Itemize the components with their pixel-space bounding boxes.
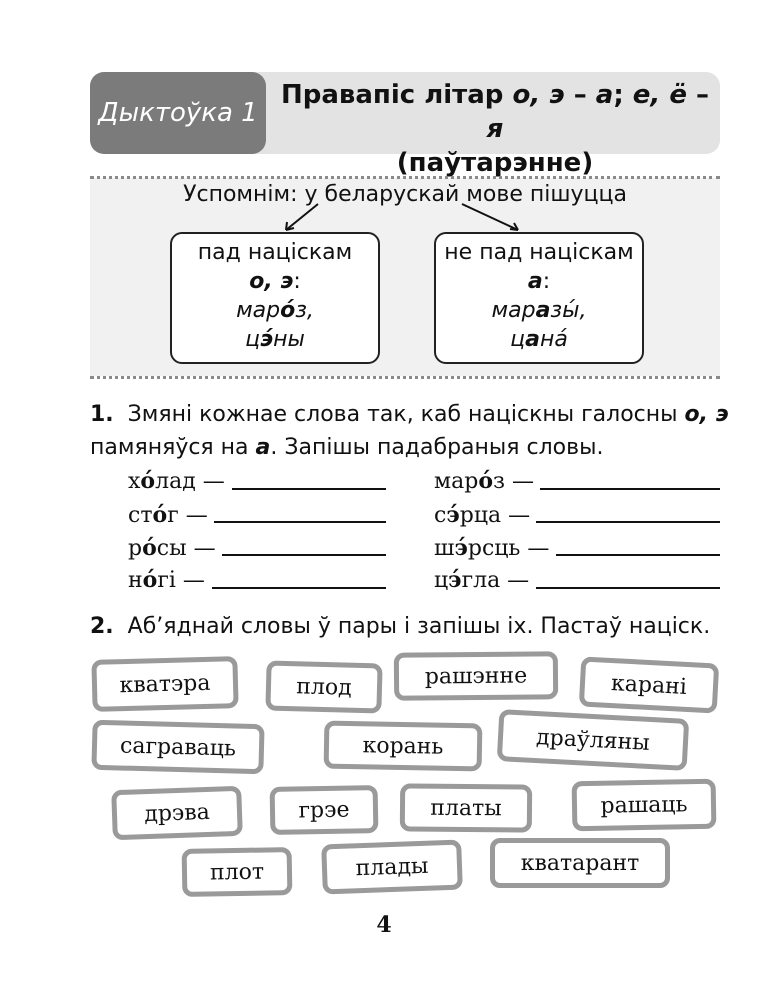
answer-line-right-1[interactable] — [540, 488, 720, 490]
dictation-tag-text: Дыктоўка 1 — [98, 98, 258, 128]
page-title — [272, 78, 718, 178]
ex-accent: э́ — [260, 327, 274, 352]
word-part: ш — [434, 536, 455, 561]
unstressed-box-colon: : — [542, 269, 551, 294]
word-card-label: платы — [430, 795, 502, 821]
word-part: рца — — [459, 503, 531, 528]
unstressed-box-title: не пад націскам — [444, 240, 634, 265]
ex-part: мар — [236, 298, 281, 323]
word-card-label: плот — [209, 859, 265, 885]
answer-line-left-3[interactable] — [222, 554, 386, 556]
word-right-1 — [434, 466, 534, 497]
page-number: 4 — [376, 912, 392, 938]
word-card[interactable] — [490, 838, 670, 888]
word-part: с — [434, 503, 447, 528]
stressed-example-2 — [172, 325, 378, 354]
word-accent: э́ — [446, 502, 460, 528]
word-card-label: рашаць — [600, 791, 688, 819]
answer-line-right-4[interactable] — [536, 587, 720, 589]
arrow-right-icon — [462, 204, 518, 230]
word-accent: о́ — [478, 468, 493, 494]
answer-line-left-4[interactable] — [212, 587, 386, 589]
word-card[interactable] — [91, 720, 264, 774]
task1-instructions — [90, 398, 730, 464]
unstressed-box-letters-line — [436, 267, 642, 296]
word-card[interactable] — [572, 779, 717, 832]
word-card-label: дрэва — [143, 799, 211, 827]
ex-part: мар — [491, 298, 536, 323]
word-left-4 — [128, 565, 205, 596]
stressed-box-letters: о, э — [249, 269, 294, 294]
ex-part: зы́, — [550, 298, 587, 323]
ex-part: з, — [295, 298, 314, 323]
word-card-label: драўляны — [535, 724, 651, 756]
answer-line-left-2[interactable] — [214, 521, 386, 523]
word-card[interactable] — [270, 785, 379, 835]
word-part: ст — [128, 503, 153, 528]
word-card-label: грэе — [298, 797, 350, 823]
dotted-divider-bottom — [90, 376, 720, 379]
unstressed-box — [434, 232, 644, 364]
word-left-2 — [128, 500, 208, 531]
stressed-box-title: пад націскам — [197, 240, 353, 265]
stressed-box-colon: : — [293, 269, 301, 294]
answer-line-left-1[interactable] — [232, 488, 386, 490]
answer-line-right-2[interactable] — [536, 521, 720, 523]
task1-text-b: памяняўся на — [90, 435, 256, 460]
word-card[interactable] — [182, 847, 293, 897]
ex-accent: а — [525, 327, 540, 352]
word-card-label: корань — [362, 732, 444, 760]
word-part: рсць — — [467, 536, 550, 561]
title-dash-1: – — [564, 80, 596, 110]
word-card[interactable] — [497, 709, 689, 771]
word-right-4 — [434, 565, 529, 596]
task1-letter-a: а — [255, 435, 271, 460]
word-part: мар — [434, 469, 479, 494]
word-part: сы — — [156, 536, 216, 561]
stressed-box — [170, 232, 380, 364]
word-left-3 — [128, 533, 216, 564]
ex-accent: о́ — [280, 298, 296, 323]
word-card-label: карані — [610, 670, 688, 700]
word-card[interactable] — [579, 656, 719, 713]
unstressed-box-letters: а — [527, 269, 543, 294]
word-part: лад — — [155, 469, 225, 494]
title-sub: (паўтарэнне) — [396, 148, 594, 178]
title-letters-1: о, э — [512, 80, 565, 110]
word-card[interactable] — [321, 840, 463, 895]
title-letters-3: е, ё — [632, 80, 687, 110]
ex-part: на́ — [539, 327, 568, 352]
task2-number: 2. — [90, 614, 114, 639]
word-card[interactable] — [394, 651, 558, 700]
title-main: Правапіс літар — [280, 80, 513, 110]
stressed-box-letters-line — [172, 267, 378, 296]
ex-part: ц — [510, 327, 526, 352]
ex-accent: а — [535, 298, 551, 323]
word-part: н — [128, 568, 143, 593]
word-accent: о́ — [142, 535, 157, 561]
word-part: ц — [434, 568, 449, 593]
word-part: г — — [167, 503, 208, 528]
word-accent: э́ — [454, 535, 468, 561]
word-accent: о́ — [152, 502, 168, 528]
task1-number: 1. — [90, 402, 114, 427]
task2-text: Аб’яднай словы ў пары і запішы іх. Пастаў націск. — [127, 614, 711, 639]
task1-text-c: . Запішы падабраныя словы. — [270, 435, 604, 460]
arrows-graphic — [90, 178, 720, 238]
word-accent: э́ — [448, 567, 462, 593]
title-letters-4: я — [486, 114, 504, 144]
word-card-label: плады — [355, 853, 429, 881]
word-card[interactable] — [111, 786, 243, 841]
word-part: з — — [493, 469, 534, 494]
word-part: х — [128, 469, 141, 494]
arrow-left-icon — [286, 204, 318, 230]
word-right-3 — [434, 533, 549, 564]
word-accent: о́ — [140, 468, 156, 494]
word-card[interactable] — [400, 783, 532, 832]
reminder-text: Успомнім: у беларускай мове пішуцца — [183, 182, 627, 207]
ex-part: ны — [273, 327, 305, 352]
word-card-label: рашэнне — [424, 663, 528, 689]
unstressed-example-1 — [436, 296, 642, 325]
word-card-label: кватэра — [119, 670, 211, 698]
word-left-1 — [128, 466, 225, 497]
word-part: гі — — [157, 568, 205, 593]
title-sep: ; — [613, 80, 633, 110]
unstressed-example-2 — [436, 325, 642, 354]
word-part: р — [128, 536, 143, 561]
ex-part: ц — [245, 327, 261, 352]
stressed-example-1 — [172, 296, 378, 325]
word-card-label: плод — [295, 673, 353, 701]
word-card-label: кватарант — [520, 850, 640, 876]
task1-text-a: Змяні кожнае слова так, каб націскны галосны — [127, 402, 685, 427]
dictation-tag — [90, 72, 266, 154]
word-card[interactable] — [91, 656, 238, 712]
word-card-label: саграваць — [119, 732, 237, 762]
word-card[interactable] — [324, 721, 483, 772]
title-letters-2: а — [595, 80, 614, 110]
answer-line-right-3[interactable] — [556, 554, 720, 556]
word-card[interactable] — [265, 660, 382, 713]
task2-instructions — [90, 610, 730, 643]
title-dash-2: – — [686, 80, 710, 110]
word-part: гла — — [461, 568, 530, 593]
task1-letters: о, э — [684, 402, 729, 427]
word-accent: о́ — [142, 567, 158, 593]
word-right-2 — [434, 500, 530, 531]
